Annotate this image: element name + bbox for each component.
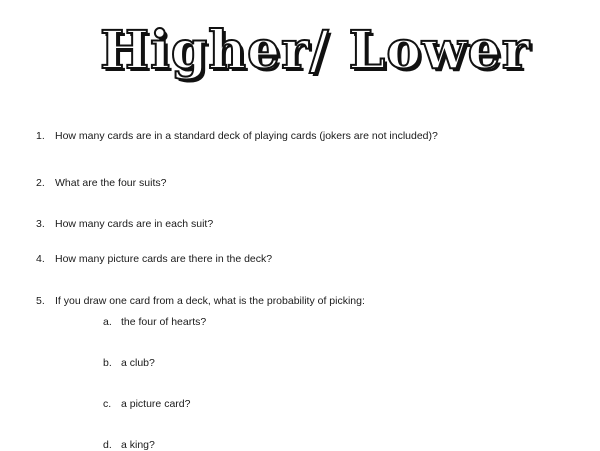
question-number: 4. [36,253,45,265]
question-number: 5. [36,295,45,307]
question-number: 2. [36,177,45,189]
page-title: Higher/ Lower [100,20,531,81]
question-number: 1. [36,130,45,142]
sub-question-letter: b. [103,357,112,369]
question-text: If you draw one card from a deck, what is the probability of picking: [55,295,365,307]
sub-question-text: a club? [121,357,155,369]
sub-question-letter: a. [103,316,112,328]
question-text: How many cards are in each suit? [55,218,214,230]
sub-question-text: a king? [121,439,155,451]
question-text: How many cards are in a standard deck of playing cards (jokers are not included)? [55,130,438,142]
question-number: 3. [36,218,45,230]
sub-question-letter: c. [103,398,112,410]
sub-question-text: a picture card? [121,398,191,410]
sub-question-text: the four of hearts? [121,316,207,328]
sub-question-letter: d. [103,439,112,451]
question-text: How many picture cards are there in the deck? [55,253,273,265]
question-text: What are the four suits? [55,177,167,189]
